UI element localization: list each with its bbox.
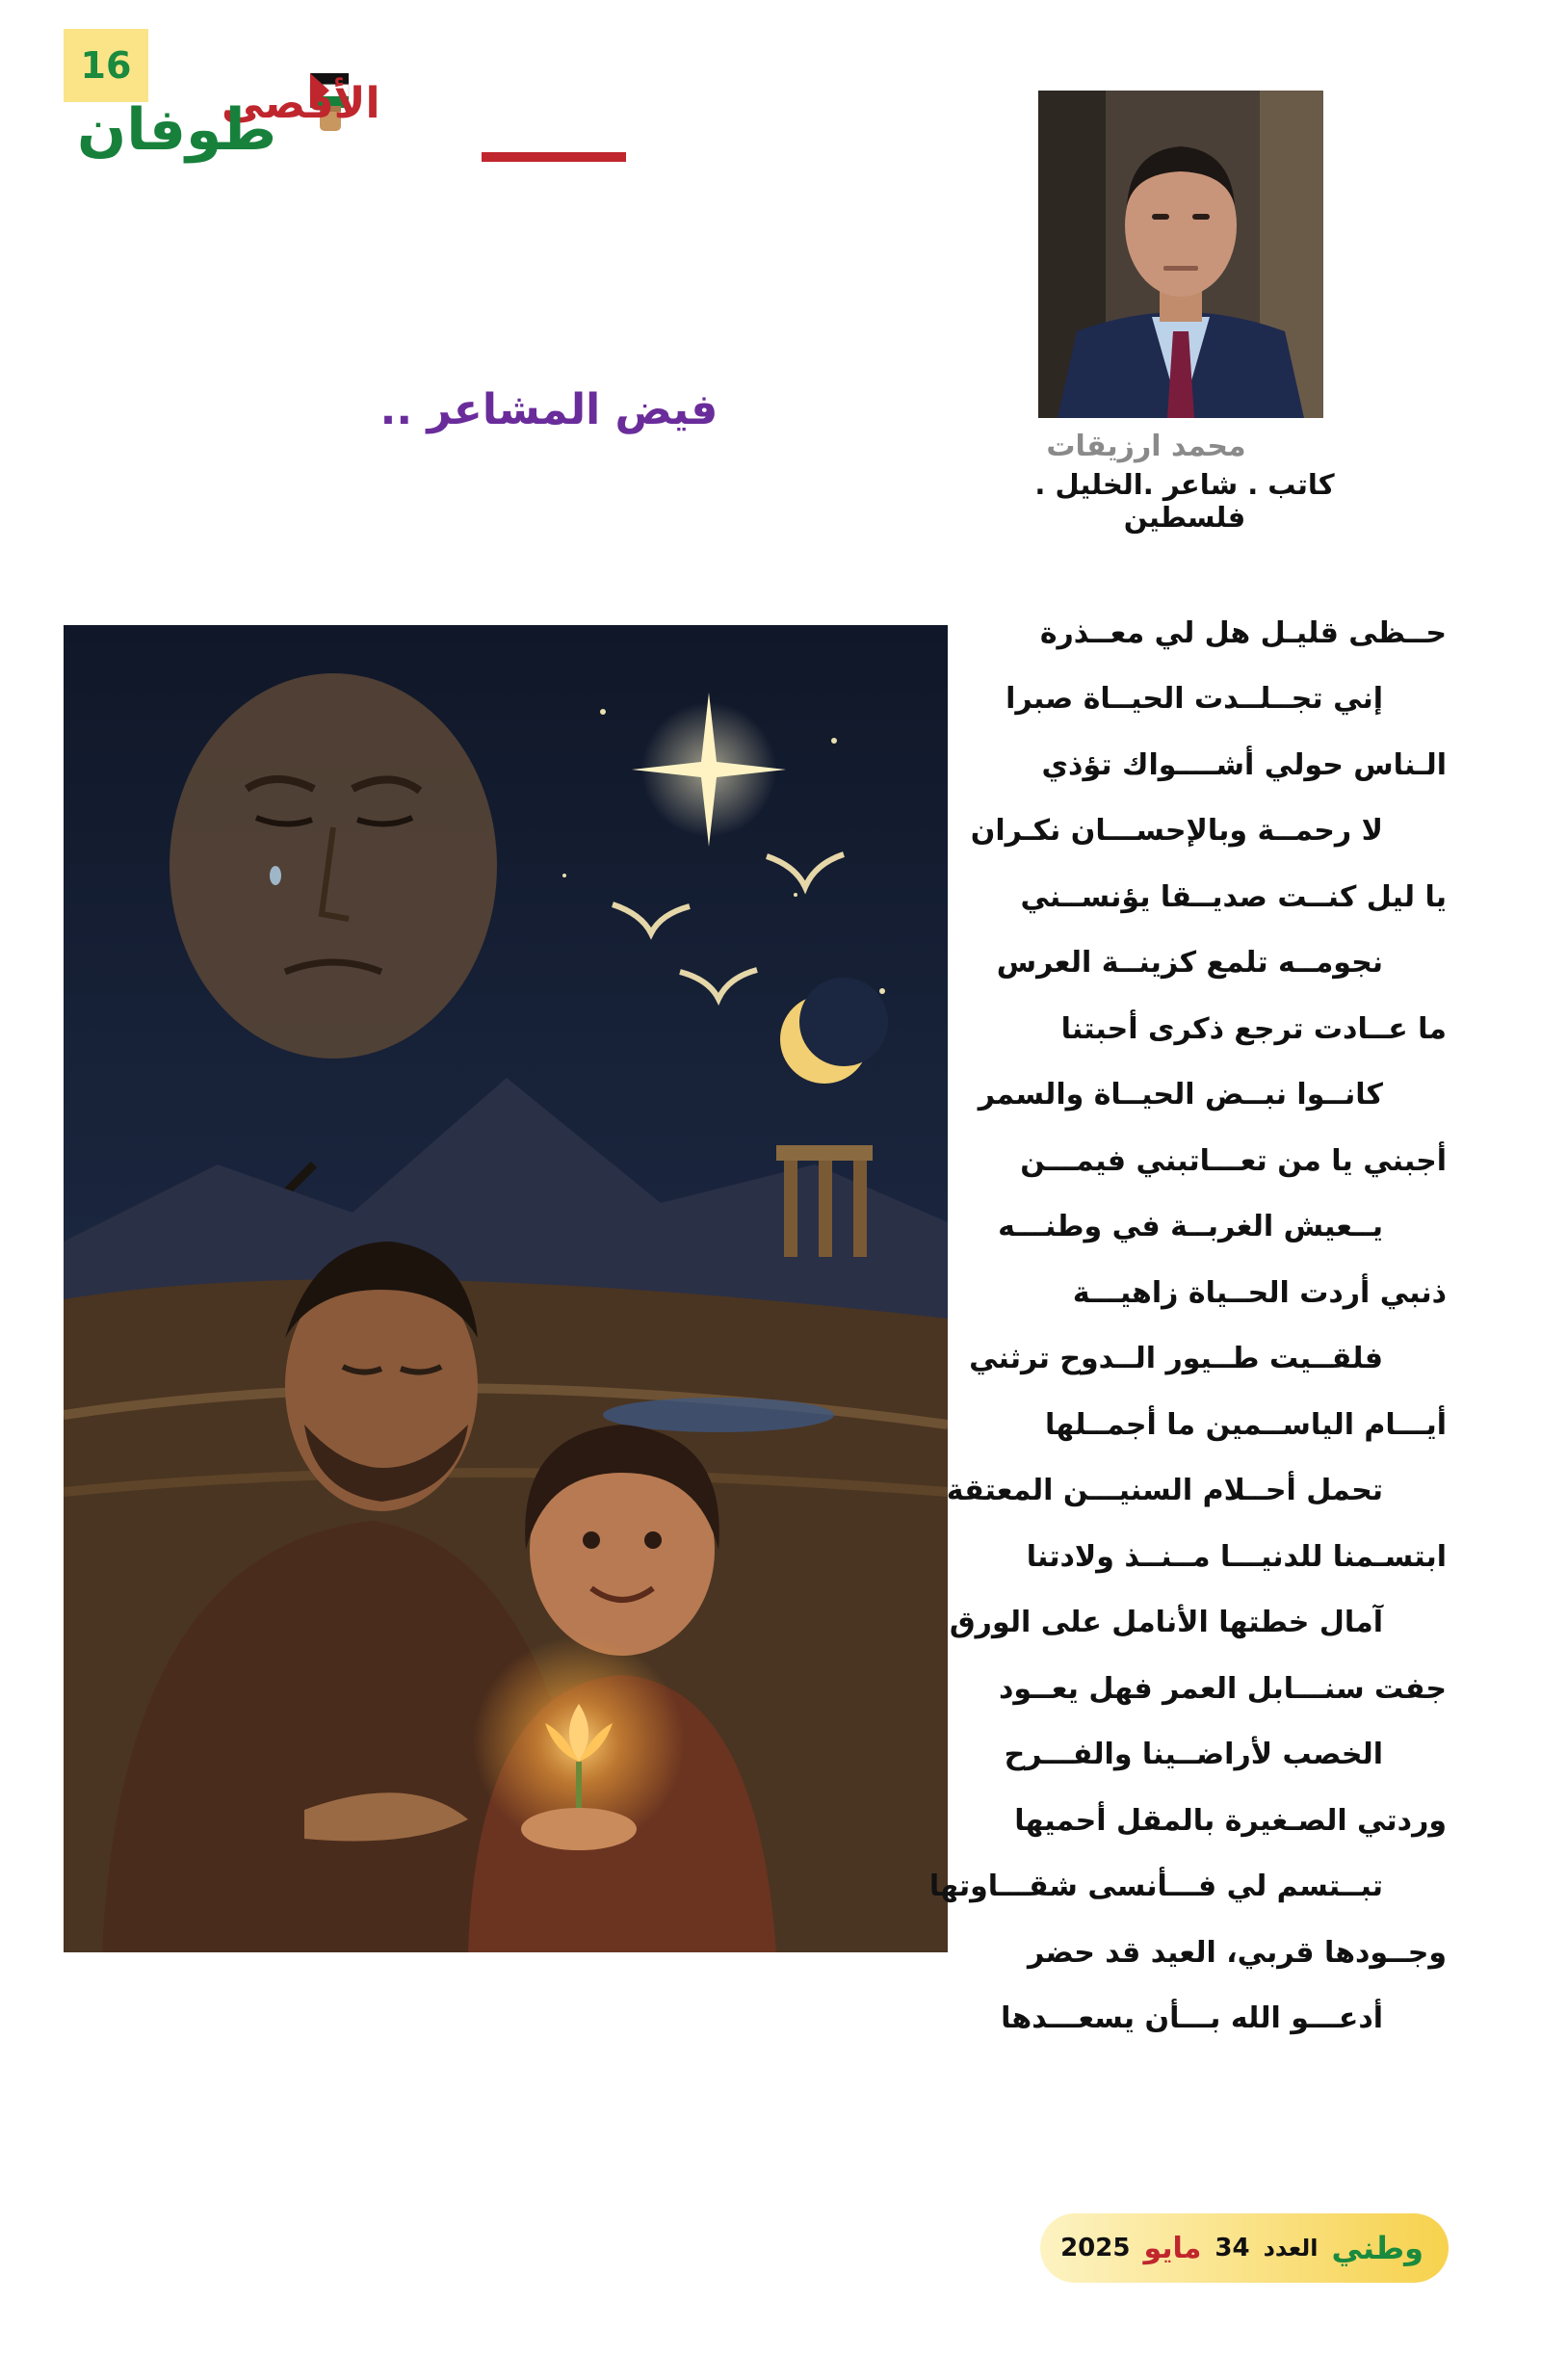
verse-line: ابتسـمنا للدنيـــا مــنــذ ولادتنا [1026,1540,1447,1574]
verse-line: جفت سنـــابل العمر فهل يعــود [999,1672,1447,1706]
logo-text-aqsa: الأقصى [222,79,380,128]
verse-line: أدعـــو الله بـــأن يسعـــدها [1001,2001,1383,2035]
author-role: كاتب . شاعر .الخليل . فلسطين [1034,468,1335,534]
verse-line: تحمل أحــلام السنيـــن المعتقة [946,1474,1383,1507]
verse-line: الخصب لأراضــينا والفـــرح [1004,1738,1383,1771]
verse-line: كانــوا نبــض الحيــاة والسمر [978,1078,1383,1112]
poem-verses [928,616,1454,2080]
verse-line: حــظى قليـل هل لي معــذرة [1039,616,1447,650]
illustration-painting [64,625,948,1952]
verse-line: يا ليل كنــت صديــقا يؤنســني [1020,880,1447,914]
footer-issue-number: 34 [1215,2234,1250,2262]
footer-issue-label: العدد [1263,2235,1319,2262]
footer-issue-badge [1040,2213,1449,2283]
verse-line: أجبني يا من تعـــاتبني فيمـــن [1020,1144,1447,1178]
verse-line: تبــتسم لي فـــأنسى شقـــاوتها [928,1870,1383,1903]
author-name: محمد ارزيقات [1046,430,1246,463]
verse-line: وجــودها قربي، العيد قد حضر [1027,1936,1447,1970]
verse-line: لا رحمــة وبالإحســـان نكـران [970,814,1383,848]
page-number: 16 [64,29,148,102]
logo-text-toufan: طوفان [77,96,277,164]
logo-red-bar [482,152,626,162]
verse-line: يــعيش الغربــة في وطنـــه [998,1210,1383,1243]
author-photo [1038,91,1323,418]
verse-line: إني تجــلــدت الحيــاة صبرا [1006,682,1383,716]
poem-title: فيض المشاعر .. [379,385,718,434]
footer-year: 2025 [1060,2234,1131,2262]
verse-line: وردتي الصـغيرة بالمقل أحميها [1014,1804,1447,1838]
magazine-logo [77,77,626,193]
verse-line: ذنبي أردت الحــياة زاهيـــة [1072,1276,1447,1310]
verse-line: الـناس حولي أشــــواك تؤذي [1041,748,1447,782]
footer-brand: وطني [1331,2230,1423,2266]
verse-line: ما عــادت ترجع ذكرى أحبتنا [1060,1012,1447,1046]
verse-line: فلقــيت طــيور الــدوح ترثني [969,1342,1383,1375]
verse-line: نجومــه تلمع كزينــة العرس [996,946,1383,980]
verse-line: آمال خطتها الأنامل على الورق [949,1606,1383,1639]
verse-line: أيـــام الياســمين ما أجمــلها [1045,1408,1447,1442]
footer-month: مايو [1143,2231,1202,2265]
